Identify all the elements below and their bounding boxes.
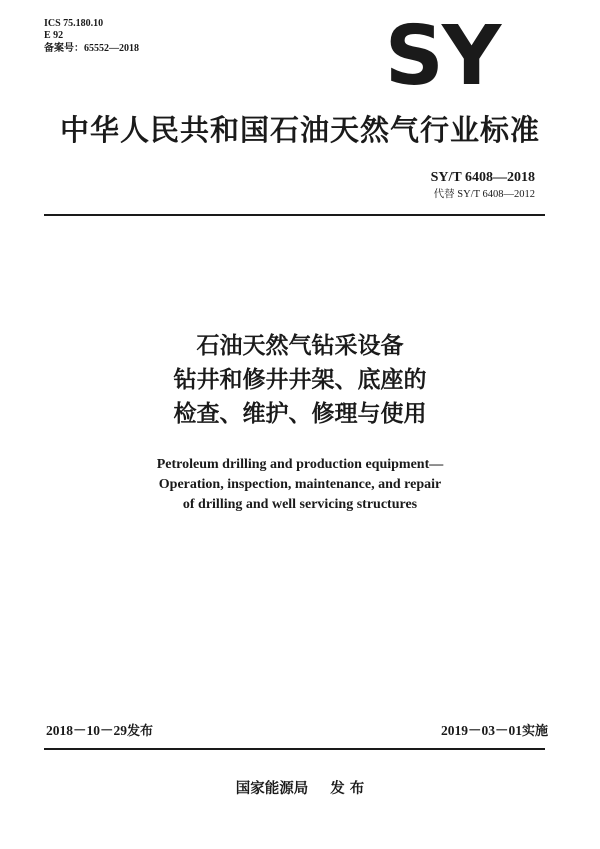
issue-date-label: 发布 (127, 724, 154, 739)
standard-category-title: 中华人民共和国石油天然气行业标准 (59, 113, 540, 147)
implementation-date-label: 实施 (521, 724, 548, 739)
ics-code: ICS 75.180.10 (44, 18, 104, 29)
record-number: 备案号：65552—2018 (44, 43, 139, 54)
standard-number: SY/T 6408—2018 (430, 170, 535, 185)
en-title-line-3: of drilling and well servicing structures (182, 497, 418, 512)
cn-title-line-1: 石油天然气钻采设备 (196, 333, 404, 359)
ccs-code: E 92 (44, 30, 64, 41)
cn-title-line-3: 检查、维护、修理与使用 (173, 401, 427, 427)
publisher-name: 国家能源局 (235, 781, 309, 797)
sy-logo-text: SY (384, 18, 500, 98)
replaces-standard: 代替 SY/T 6408—2012 (433, 189, 535, 200)
en-title-line-2: Operation, inspection, maintenance, and repair (158, 477, 442, 492)
implementation-date (441, 722, 548, 741)
sy-logo (382, 18, 502, 98)
publisher-action: 发 布 (330, 781, 365, 797)
publisher (0, 779, 600, 799)
implementation-date-value: 2019－03－01 (440, 723, 522, 738)
top-divider (44, 214, 545, 216)
issue-date-value: 2018－10－29 (46, 723, 127, 738)
bottom-divider (44, 748, 545, 750)
cn-title-line-2: 钻井和修井井架、底座的 (173, 367, 427, 393)
en-title-line-1: Petroleum drilling and production equipment— (156, 457, 444, 472)
issue-date (46, 722, 153, 741)
